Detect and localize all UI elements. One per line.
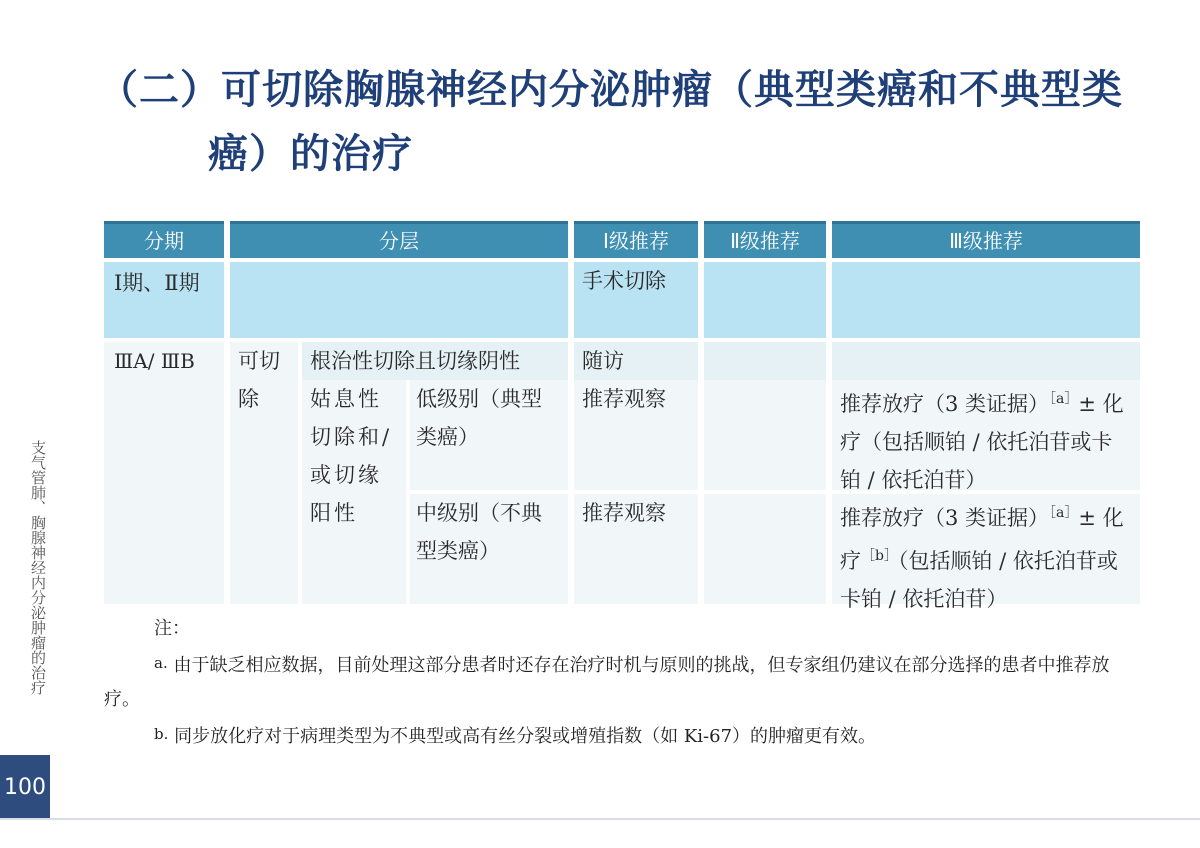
header-level1: Ⅰ级推荐 [574, 221, 698, 258]
note-a-text: 由于缺乏相应数据，目前处理这部分患者时还存在治疗时机与原则的挑战，但专家组仍建议在部分选择的患者中推荐放疗。 [104, 655, 1110, 710]
row2-mid-level1: 推荐观察 [574, 494, 698, 604]
bottom-divider [0, 818, 1200, 820]
row2-low-level2 [704, 380, 826, 490]
row2-low-level1: 推荐观察 [574, 380, 698, 490]
row2-radical-level2 [704, 342, 826, 380]
mid-level3-text-b: ± 化疗 [840, 506, 1124, 573]
note-b [104, 717, 1144, 754]
row2-resectable: 可切除 [230, 342, 298, 604]
header-stratum: 分层 [230, 221, 568, 258]
row1-level3 [832, 262, 1140, 338]
notes [104, 612, 1144, 754]
mid-level3-text-a: 推荐放疗（3 类证据） [840, 506, 1050, 530]
header-level3: Ⅲ级推荐 [832, 221, 1140, 258]
row2-low-grade: 低级别（典型类癌） [410, 380, 568, 490]
row1-level1: 手术切除 [574, 262, 698, 338]
row2-mid-grade: 中级别（不典型类癌） [410, 494, 568, 604]
ref-a-marker: ［a］ [1049, 391, 1079, 407]
title-line-1: （二）可切除胸腺神经内分泌肿瘤（典型类癌和不典型类 [98, 67, 1123, 113]
note-a-marker: a. [154, 654, 168, 672]
mid-level3-text-c: （包括顺铂 / 依托泊苷或卡铂 / 依托泊苷） [840, 549, 1118, 611]
header-level2: Ⅱ级推荐 [704, 221, 826, 258]
row1-stage: Ⅰ期、Ⅱ期 [104, 262, 224, 338]
row2-palliative-label: 姑息性切除和/或切缘阳性 [302, 380, 406, 604]
row2-mid-level2 [704, 494, 826, 604]
ref-b-marker: ［b］ [861, 548, 898, 564]
notes-title: 注： [154, 618, 190, 639]
low-level3-text-a: 推荐放疗（3 类证据） [840, 392, 1050, 416]
row1-stratum [230, 262, 568, 338]
section-side-label: 支气管肺、胸腺神经内分泌肿瘤的治疗 [29, 440, 47, 695]
ref-a-marker: ［a］ [1049, 505, 1079, 521]
row1-level2 [704, 262, 826, 338]
row2-radical-label: 根治性切除且切缘阴性 [302, 342, 568, 380]
title-line-2: 癌）的治疗 [208, 131, 413, 177]
note-b-marker: b. [154, 725, 169, 743]
row2-mid-level3 [832, 494, 1140, 611]
page-number: 100 [0, 755, 50, 819]
note-a [104, 646, 1144, 717]
row2-stage: ⅢA/ ⅢB [104, 342, 224, 604]
note-b-text: 同步放化疗对于病理类型为不典型或高有丝分裂或增殖指数（如 Ki-67）的肿瘤更有效。 [174, 726, 877, 747]
row2-radical-level3 [832, 342, 1140, 380]
row2-radical-level1: 随访 [574, 342, 698, 380]
page-title [98, 58, 1158, 186]
header-stage: 分期 [104, 221, 224, 258]
low-level3-text-b: ± 化疗（包括顺铂 / 依托泊苷或卡铂 / 依托泊苷） [840, 392, 1124, 492]
row2-low-level3 [832, 380, 1140, 490]
